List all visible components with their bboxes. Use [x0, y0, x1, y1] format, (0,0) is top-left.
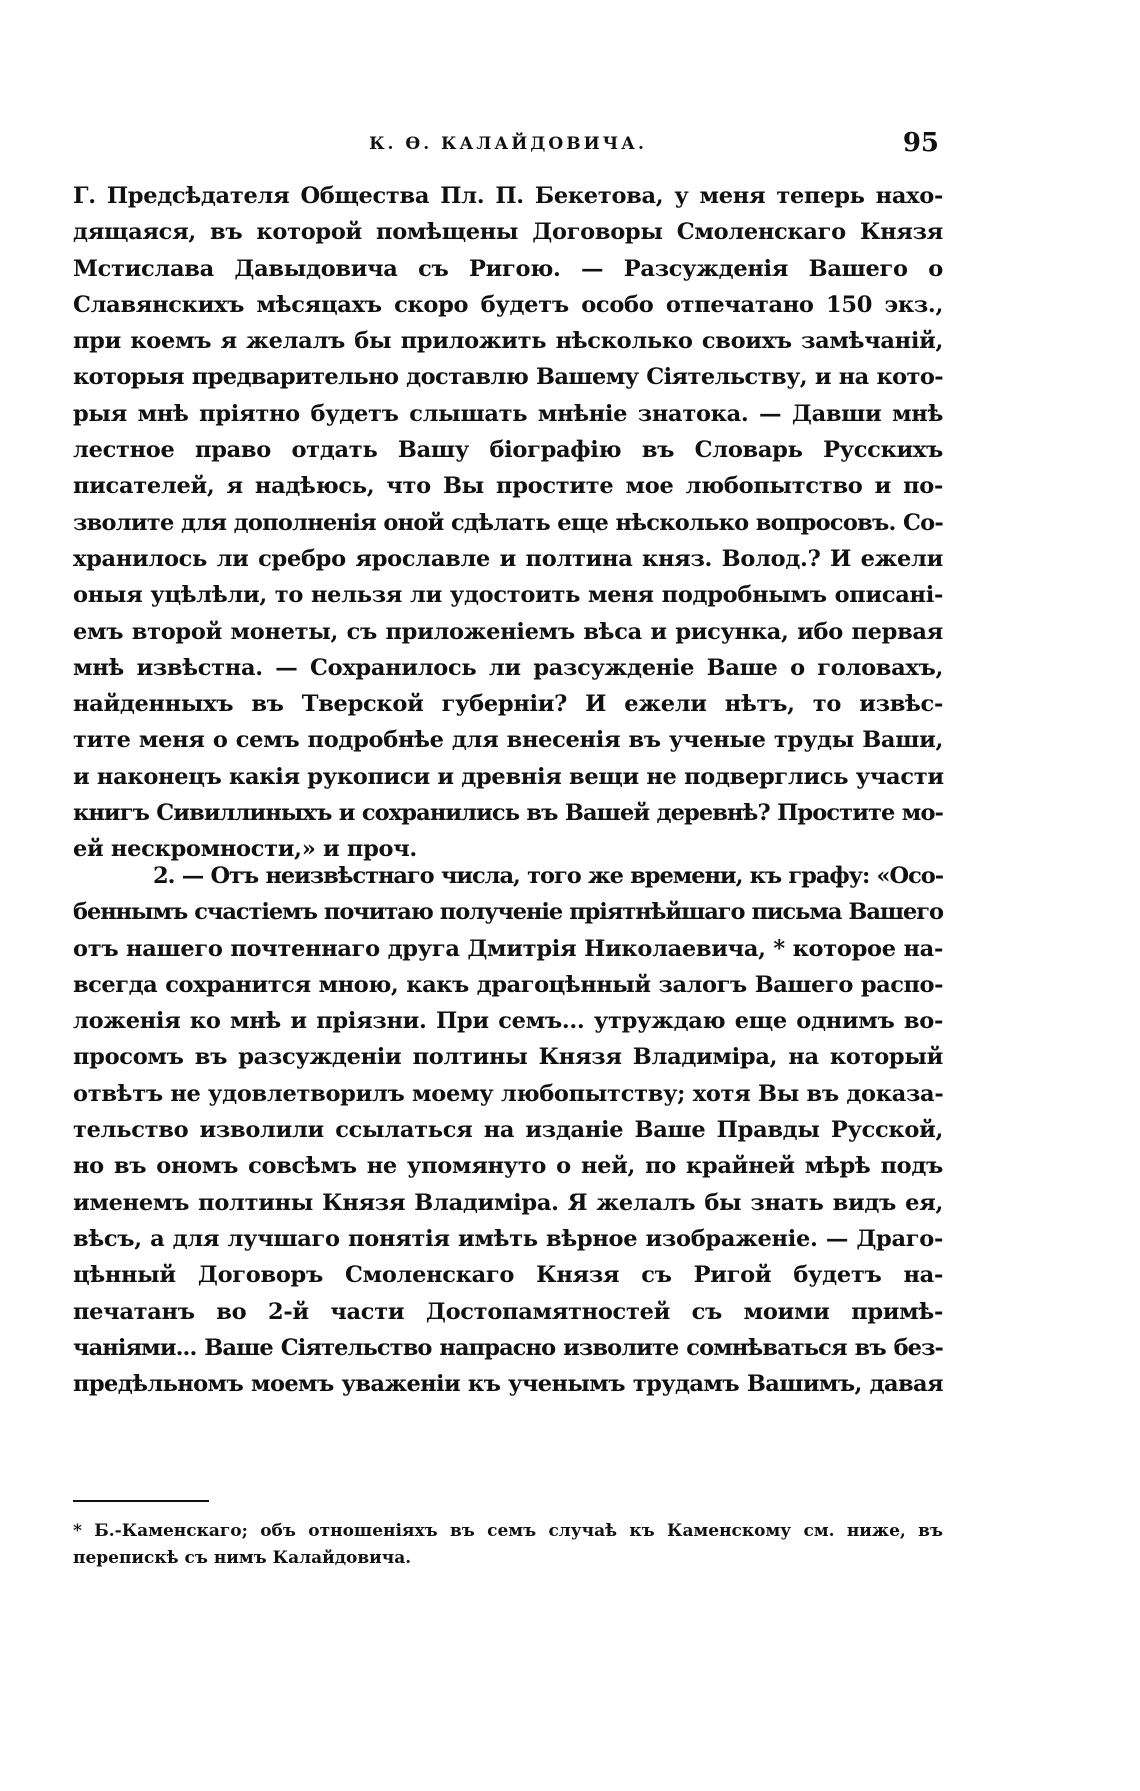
- text-line: вѣсъ, а для лучшаго понятія имѣть вѣрное изображеніе. — Драго-: [73, 1225, 943, 1252]
- text-line: чаніями... Ваше Сіятельство напрасно изволите сомнѣваться въ без-: [73, 1334, 943, 1361]
- text-line: 2. — Отъ неизвѣстнаго числа, того же времени, къ графу: «Осо-: [153, 863, 943, 889]
- text-line: ложенія ко мнѣ и пріязни. При семъ... утруждаю еще однимъ во-: [73, 1008, 943, 1035]
- text-line: но въ ономъ совсѣмъ не упомянуто о ней, по крайней мѣрѣ подъ: [73, 1153, 943, 1180]
- text-line: которыя предварительно доставлю Вашему Сіятельству, и на кото-: [73, 364, 943, 391]
- paragraph-1: [73, 178, 943, 868]
- footnote: [73, 1518, 943, 1572]
- text-line: отъ нашего почтеннаго друга Дмитрія Николаевича, * которое на-: [73, 935, 943, 962]
- text-line: Мстислава Давыдовича съ Ригою. — Разсужденія Вашего о: [73, 255, 943, 282]
- text-line: отвѣтъ не удовлетворилъ моему любопытству; хотя Вы въ доказа-: [73, 1080, 944, 1107]
- text-line: тельство изволили ссылаться на изданіе Ваше Правды Русской,: [73, 1117, 943, 1144]
- text-line: хранилось ли сребро ярославле и полтина княз. Волод.? И ежели: [73, 545, 943, 572]
- text-line: Г. Предсѣдателя Общества Пл. П. Бекетова, у меня теперь нахо-: [73, 183, 943, 209]
- text-line: емъ второй монеты, съ приложеніемъ вѣса и рисунка, ибо первая: [73, 618, 943, 645]
- text-line: при коемъ я желалъ бы приложить нѣсколько своихъ замѣчаній,: [73, 328, 943, 355]
- text-line: мнѣ извѣстна. — Сохранилось ли разсужденіе Ваше о головахъ,: [73, 654, 943, 681]
- text-line: ей нескромности,» и проч.: [73, 836, 417, 863]
- text-line: и наконецъ какія рукописи и древнія вещи не подверглись участи: [73, 763, 944, 790]
- text-line: найденныхъ въ Тверской губерніи? И ежели нѣтъ, то извѣс-: [73, 691, 943, 718]
- text-line: предѣльномъ моемъ уваженіи къ ученымъ трудамъ Вашимъ, давая: [73, 1371, 943, 1398]
- text-line: беннымъ счастіемъ почитаю полученіе пріятнѣйшаго письма Вашего: [73, 899, 943, 926]
- text-line: цѣнный Договоръ Смоленскаго Князя съ Ригой будетъ на-: [73, 1262, 943, 1289]
- text-line: лестное право отдать Вашу біографію въ Словарь Русскихъ: [73, 437, 943, 464]
- text-line: дящаяся, въ которой помѣщены Договоры Смоленскаго Князя: [73, 219, 943, 246]
- text-line: всегда сохранится мною, какъ драгоцѣнный залогъ Вашего распо-: [73, 971, 943, 998]
- footnote-line: * Б.-Каменскаго; объ отношеніяхъ въ семъ случаѣ къ Каменскому см. ниже, въ: [73, 1521, 943, 1541]
- text-line: именемъ полтины Князя Владиміра. Я желалъ бы знать видъ ея,: [73, 1189, 943, 1216]
- text-line: Славянскихъ мѣсяцахъ скоро будетъ особо отпечатано 150 экз.,: [73, 291, 943, 318]
- text-line: зволите для дополненія оной сдѣлать еще нѣсколько вопросовъ. Со-: [73, 509, 943, 536]
- text-line: просомъ въ разсужденіи полтины Князя Владиміра, на который: [73, 1044, 943, 1071]
- text-line: оныя уцѣлѣли, то нельзя ли удостоить меня подробнымъ описані-: [73, 582, 943, 609]
- paragraph-2: [73, 858, 943, 1402]
- footnote-line: перепискѣ съ нимъ Калайдовича.: [73, 1548, 412, 1568]
- text-line: тите меня о семъ подробнѣе для внесенія въ ученые труды Ваши,: [73, 727, 943, 754]
- running-head: [73, 128, 943, 168]
- footnote-divider: [73, 1500, 209, 1502]
- text-line: печатанъ во 2-й части Достопамятностей съ моими примѣ-: [73, 1298, 943, 1325]
- running-title: К. Ѳ. КАЛАЙДОВИЧА.: [369, 134, 647, 154]
- text-line: рыя мнѣ пріятно будетъ слышать мнѣніе знатока. — Давши мнѣ: [73, 400, 943, 427]
- text-line: книгъ Сивиллиныхъ и сохранились въ Вашей деревнѣ? Простите мо-: [73, 800, 943, 827]
- text-line: писателей, я надѣюсь, что Вы простите мое любопытство и по-: [73, 473, 943, 500]
- page-number: 95: [902, 128, 939, 158]
